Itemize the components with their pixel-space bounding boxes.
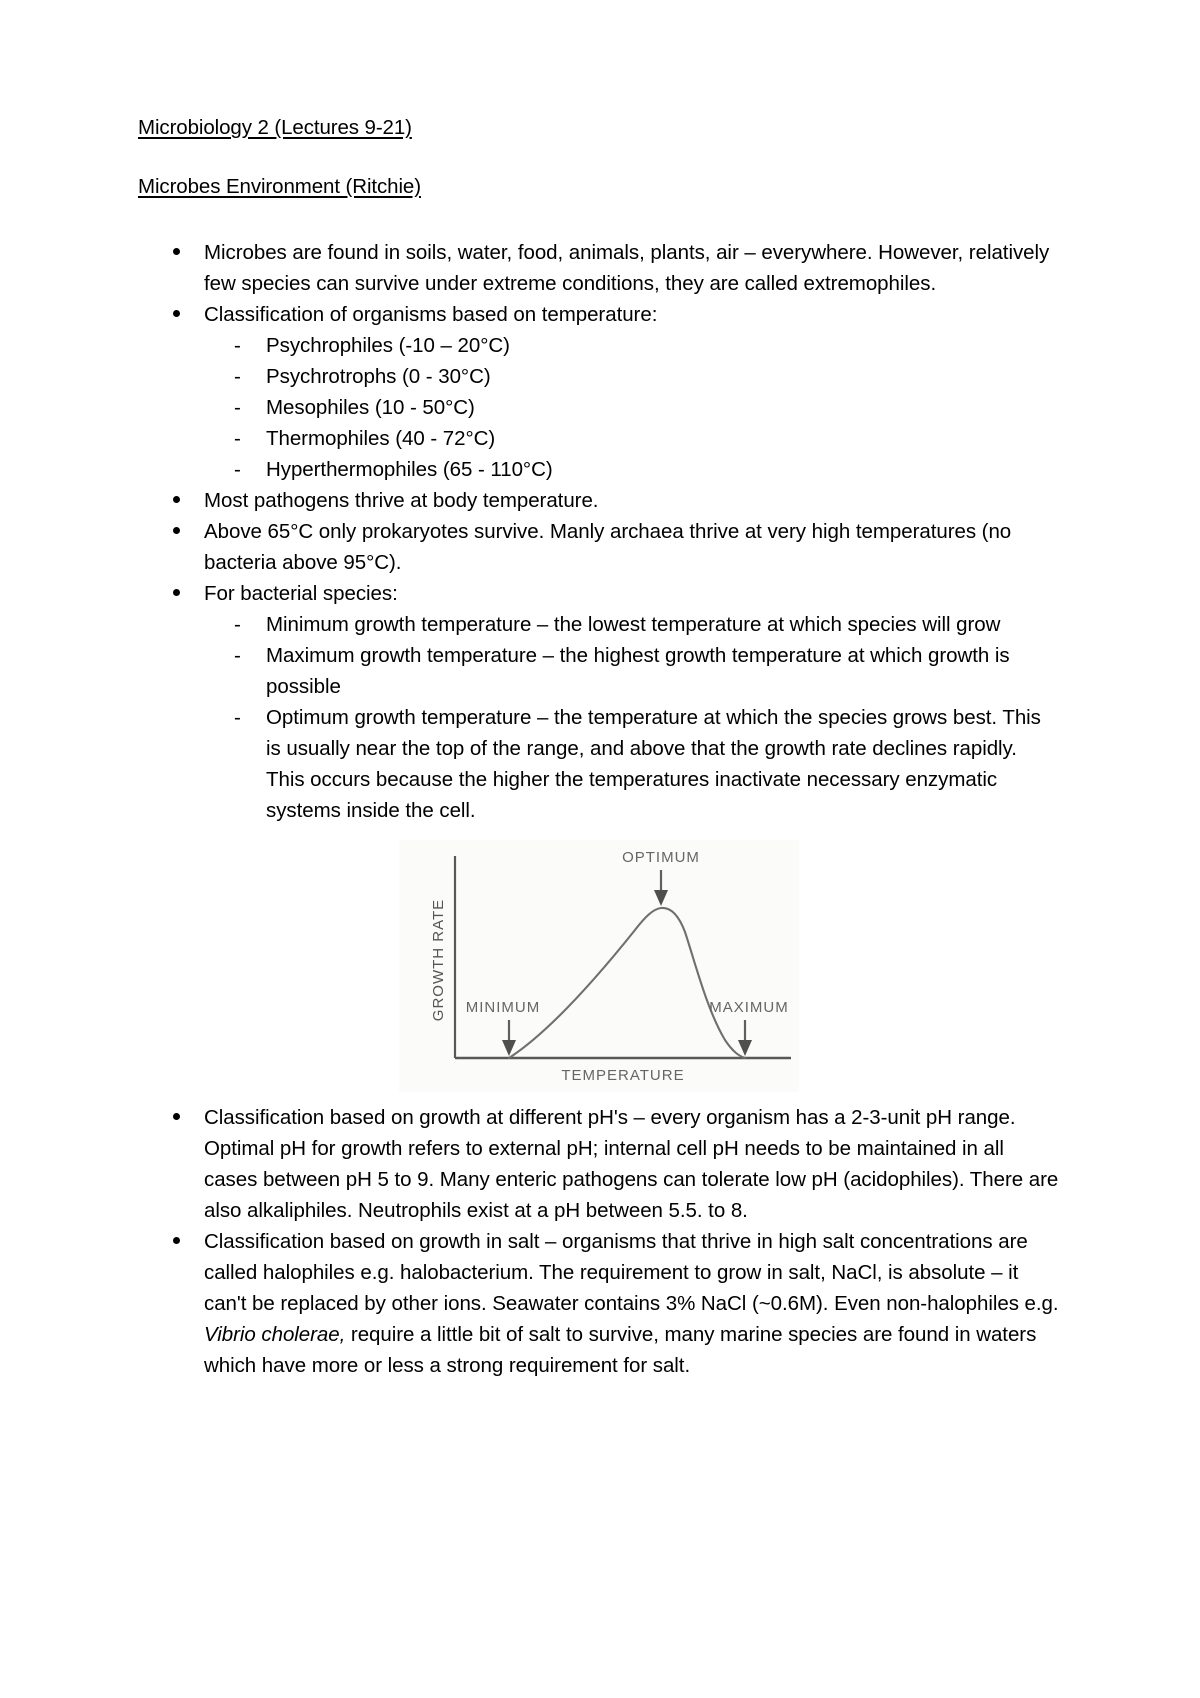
bullet-dot-icon (173, 1237, 180, 1244)
list-item (138, 578, 1060, 826)
growth-rate-temperature-figure (138, 840, 1060, 1092)
sub-bullet-text: Minimum growth temperature – the lowest temperature at which species will grow (266, 613, 1001, 636)
bullet-text: For bacterial species: (204, 582, 398, 605)
bullet-text: Most pathogens thrive at body temperature. (204, 489, 599, 512)
sub-bullet-text: Maximum growth temperature – the highest growth temperature at which growth is possible (266, 644, 1010, 698)
dash-marker-icon: - (234, 365, 241, 388)
sub-bullet-text: Psychrophiles (-10 – 20°C) (266, 334, 510, 357)
list-item (204, 361, 1060, 392)
x-axis-label: TEMPERATURE (561, 1067, 685, 1084)
sub-bullet-text: Hyperthermophiles (65 - 110°C) (266, 458, 553, 481)
bullet-dot-icon (173, 589, 180, 596)
optimum-annotation-label: OPTIMUM (622, 849, 700, 866)
sub-bullet-text: Thermophiles (40 - 72°C) (266, 427, 496, 450)
list-item (138, 237, 1060, 299)
species-name-italic: Vibrio cholerae, (204, 1323, 346, 1346)
sub-bullet-text: Optimum growth temperature – the temperature at which the species grows best. This is usually near the top of the range, and above that the growth rate declines rapidly. This occurs because the higher the temperatures inactivate necessary enzymatic systems inside the cell. (266, 706, 1041, 822)
bullet-text: Above 65°C only prokaryotes survive. Manly archaea thrive at very high temperatures (no bacteria above 95°C). (204, 520, 1012, 574)
list-item (204, 330, 1060, 361)
page-bottom-spacer (138, 1381, 1060, 1389)
dash-marker-icon: - (234, 427, 241, 450)
dash-marker-icon: - (234, 613, 241, 636)
bullet-dot-icon (173, 310, 180, 317)
list-item (204, 609, 1060, 640)
dash-marker-icon: - (234, 644, 241, 667)
minimum-annotation-label: MINIMUM (465, 999, 541, 1016)
dash-marker-icon: - (234, 706, 241, 729)
optimum-arrowhead-icon (654, 890, 668, 906)
bullet-text: Classification based on growth at different pH's – every organism has a 2-3-unit pH range. Optimal pH for growth refers to external pH; internal cell pH needs to be maintained in all cases between pH 5 to 9. Many enteric pathogens can tolerate low pH (acidophiles). There are also alkaliphiles. Neutrophils exist at a pH between 5.5. to 8. (204, 1106, 1059, 1222)
growth-curve-chart (399, 840, 799, 1092)
list-item (204, 423, 1060, 454)
maximum-arrowhead-icon (738, 1040, 752, 1056)
list-item (138, 485, 1060, 516)
dash-marker-icon: - (234, 396, 241, 419)
sub-bullet-text: Psychrotrophs (0 - 30°C) (266, 365, 491, 388)
bullet-text-part-1: Classification based on growth in salt – organisms that thrive in high salt concentrations are called halophiles e.g. halobacterium. The requirement to grow in salt, NaCl, is absolute – it can't be replaced by other ions. Seawater contains 3% NaCl (~0.6M). Even non-halophiles e.g. (204, 1230, 1059, 1315)
page-title: Microbiology 2 (Lectures 9-21) (138, 116, 412, 139)
bacterial-species-list (204, 609, 1060, 826)
bullet-text: Classification of organisms based on temperature: (204, 303, 658, 326)
maximum-annotation-label: MAXIMUM (709, 999, 789, 1016)
dash-marker-icon: - (234, 334, 241, 357)
bullet-dot-icon (173, 496, 180, 503)
notes-bullet-list (138, 237, 1060, 826)
list-item (204, 454, 1060, 485)
list-item (138, 1102, 1060, 1226)
bullet-text-part-2: require a little bit of salt to survive, many marine species are found in waters which have more or less a strong requirement for salt. (204, 1323, 1037, 1377)
chart-container (399, 840, 799, 1092)
list-item (204, 392, 1060, 423)
bullet-text: Microbes are found in soils, water, food, animals, plants, air – everywhere. However, relatively few species can survive under extreme conditions, they are called extremophiles. (204, 241, 1050, 295)
growth-rate-curve (509, 908, 745, 1058)
list-item (204, 702, 1060, 826)
sub-bullet-text: Mesophiles (10 - 50°C) (266, 396, 475, 419)
dash-marker-icon: - (234, 458, 241, 481)
y-axis-label: GROWTH RATE (430, 898, 447, 1022)
bullet-dot-icon (173, 1113, 180, 1120)
list-item (138, 299, 1060, 485)
list-item (204, 640, 1060, 702)
bullet-dot-icon (173, 248, 180, 255)
list-item (138, 1226, 1060, 1381)
section-heading: Microbes Environment (Ritchie) (138, 174, 421, 198)
notes-bullet-list-continued (138, 1102, 1060, 1381)
list-item (138, 516, 1060, 578)
bullet-dot-icon (173, 527, 180, 534)
temperature-class-list (204, 330, 1060, 485)
